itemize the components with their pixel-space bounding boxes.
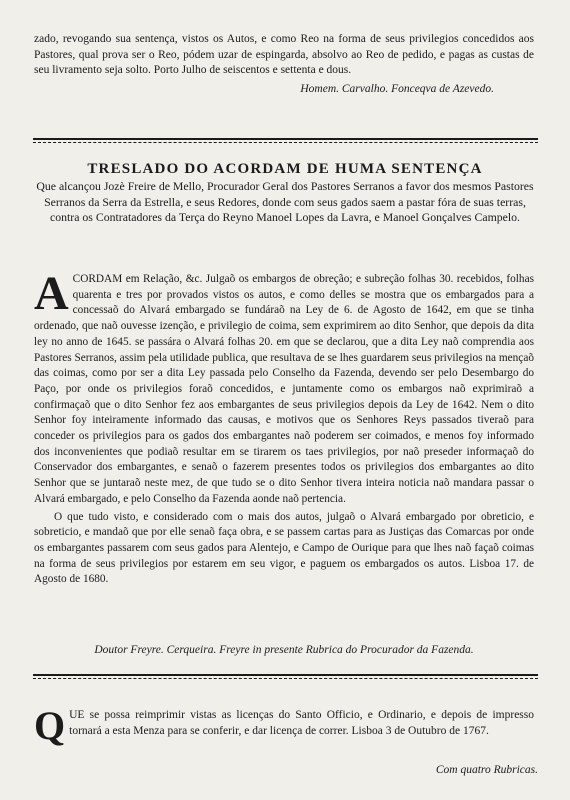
drop-cap: A: [34, 267, 69, 320]
top-section: [34, 32, 534, 97]
divider-rule-bottom: [33, 672, 538, 680]
paragraph-2: O que tudo visto, e considerado com o mais dos autos, julgaõ o Alvará embargado por obreticio, e sobreticio, e mandaõ que por elle senaõ faça obra, e se passem cartas para as Justiças das Comarcas por onde os embargantes passarem com seus gados para Alentejo, e Campo de Ourique para que lhes naõ façaõ coimas na forma de seus privilegios por estarem em seu vigor, e paguem os embargados os autos. Lisboa 17. de Agosto de 1680.: [34, 510, 534, 586]
paragraph-1: CORDAM em Relação, &c. Julgaõ os embargos de obreção; e subreção folhas 30. recebidos, folhas quarenta e tres por provados vistos os autos, e como delles se mostra que os embargados para a concessaõ do Alvará embargado se fundáraõ na Ley de 6. de Agosto de 1642, em que se tinha ordenado, que naõ ouvesse izenção, e privilegio de coima, sem exprimirem ao dito Senhor, que depois da dita ley no anno de 1645. se passára o Alvará folhas 20. em que se declarou, que a dita Ley naõ comprendia aos Pastores Serranos, assim pela utilidade publica, que resultava de se lhes guardarem seus privilegios na mençaõ das coimas, como por ser a dita Ley passada pelo Conselho da Fazenda, devendo ser pelo Desembargo do Paço, por onde os privilegios foraõ concedidos, e juntamente como os embargos naõ exprimiraõ a confirmaçaõ que o dito Senhor fez aos embargantes de seus privilegios depois da Ley de 1642. Nem o dito Senhor foy inteiramente informado das causas, e motivos que os Senhores Reys passados tiveraõ para conceder os privilegios para os gados dos embargantes naõ poderem ser coimados, e menos foy informado dos inconvenientes que podiaõ resultar em se tirarem os taes privilegios, por naõ preseder informaçaõ do Conservador dos embargantes, e senaõ o fazerem presentes todos os privilegios dos embargantes ao dito Senhor que se juntaraõ neste mez, de que tudo se o dito Senhor tivera inteira noticia naõ mandara passar o Alvará embargado, e pelo Conselho da Fazenda aonde naõ pertencia.: [34, 273, 534, 505]
top-paragraph: zado, revogando sua sentença, vistos os Autos, e como Reo na forma de seus privilegios concedidos aos Pastores, qual prova ser o Reo, pódem uzar de espingarda, absolvo ao Reo de pedido, e pagas as custas de seu livramento seja solto. Porto Julho de seiscentos e settenta e dous.: [34, 33, 534, 77]
closing-text: UE se possa reimprimir vistas as licenças do Santo Officio, e Ordinario, e depois de impresso tornará a esta Menza para se conferir, e dar licença de correr. Lisboa 3 de Outubro de 1767.: [69, 709, 534, 737]
closing-signature: Com quatro Rubricas.: [435, 764, 538, 776]
heading-block: [30, 160, 540, 226]
divider-rule: [33, 136, 538, 144]
body-signature: Doutor Freyre. Cerqueira. Freyre in presente Rubrica do Procurador da Fazenda.: [94, 644, 474, 656]
heading-subtitle: Que alcançou Jozè Freire de Mello, Procurador Geral dos Pastores Serranos a favor dos mesmos Pastores Serranos da Serra da Estrella, e seus Redores, donde com seus gados saem a pastar fóra de suas terras, contra os Contratadores da Terça do Reyno Manoel Lopes da Lavra, e Manoel Gonçalves Campelo.: [36, 179, 534, 225]
top-signature: Homem. Carvalho. Fonceqva de Azevedo.: [300, 82, 494, 95]
closing-block: [34, 703, 534, 748]
acordam-body: [34, 267, 534, 588]
heading-title: TRESLADO DO ACORDAM DE HUMA SENTENÇA: [87, 161, 483, 177]
closing-drop-cap: Q: [34, 703, 66, 748]
